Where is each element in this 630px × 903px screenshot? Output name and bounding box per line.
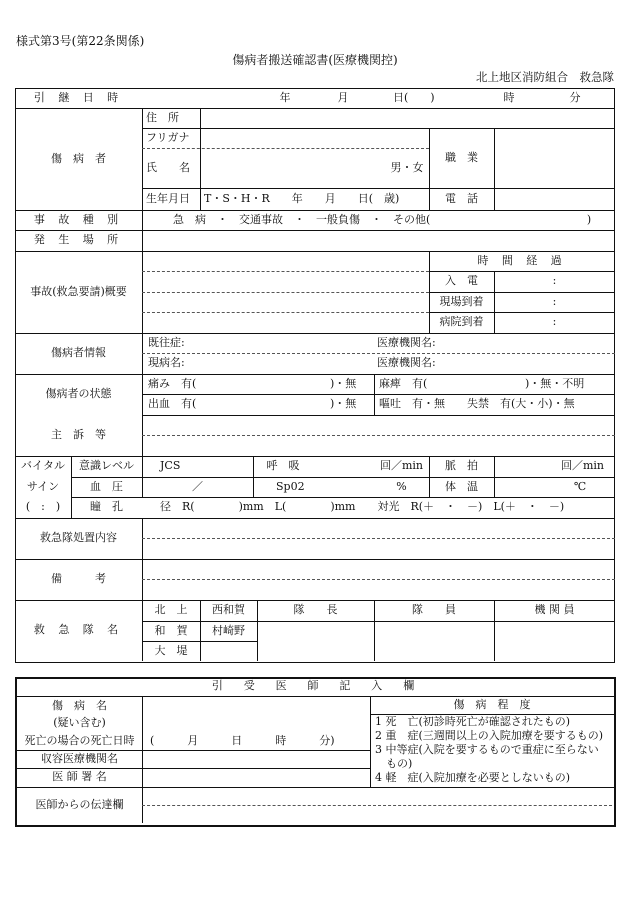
jcs-label[interactable]: JCS	[160, 459, 181, 473]
sex-selector[interactable]: 男・女	[390, 160, 424, 174]
phone-label: 電 話	[445, 191, 478, 205]
document-title: 傷病者搬送確認書(医療機関控)	[232, 53, 398, 67]
handover-label: 引 継 日 時	[33, 90, 124, 104]
address-label: 住 所	[146, 110, 179, 124]
place-label: 発 生 場 所	[33, 233, 124, 247]
engineer-label: 機 関 員	[534, 603, 575, 617]
current-institution-label: 医療機関名:	[377, 356, 436, 370]
pain-label[interactable]: 痛み 有(	[148, 376, 197, 390]
unit-waga[interactable]: 和 賀	[154, 623, 188, 637]
complaint-label: 主 訴 等	[51, 428, 106, 442]
elapsed-header: 時 間 経 過	[477, 253, 567, 267]
patient-info-label: 傷病者情報	[51, 346, 106, 360]
remarks-label: 備 考	[51, 572, 106, 586]
consciousness-label: 意識レベル	[79, 459, 134, 473]
vitals-label-1: バイタル	[21, 459, 65, 473]
severity-moderate[interactable]: 3 中等症(入院を要するもので重症に至らない	[375, 742, 599, 756]
death-time-value[interactable]: ( 月 日 時 分)	[150, 733, 335, 747]
paralysis-label[interactable]: 麻痺 有(	[379, 376, 428, 390]
unit-nishiwaga[interactable]: 西和賀	[212, 603, 245, 617]
history-label: 既往症:	[148, 335, 185, 349]
vomit-incontinence[interactable]: 嘔吐 有・無 失禁 有(大・小)・無	[379, 397, 575, 411]
pulse-unit: 回／min	[560, 459, 605, 473]
severity-mild[interactable]: 4 軽 症(入院加療を必要としないもの)	[375, 770, 571, 784]
dob-label: 生年月日	[146, 191, 190, 205]
issuer: 北上地区消防組合 救急隊	[476, 70, 614, 84]
message-label: 医師からの伝達欄	[35, 797, 124, 811]
severity-severe[interactable]: 2 重 症(三週間以上の入院加療を要するもの)	[375, 728, 604, 742]
occupation-label: 職 業	[445, 150, 478, 164]
handover-year: 年	[279, 90, 291, 104]
pupil-value[interactable]: 径 R( )mm L( )mm 対光 R(＋ ・ －) L(＋ ・ －)	[160, 500, 565, 514]
accident-type-label: 事 故 種 別	[33, 212, 124, 226]
call-label: 入 電	[445, 274, 478, 288]
unit-murasakino[interactable]: 村崎野	[212, 623, 245, 637]
name-label: 氏 名	[146, 160, 190, 174]
death-time-label: 死亡の場合の死亡日時	[24, 733, 135, 747]
hospital-label: 収容医療機関名	[41, 751, 118, 765]
temp-unit: ℃	[573, 479, 587, 493]
respiration-label: 呼 吸	[266, 459, 300, 473]
respiration-unit: 回／min	[379, 459, 424, 473]
handover-day: 日( )	[393, 90, 435, 104]
doctor-form-header: 引 受 医 師 記 入 欄	[211, 679, 420, 693]
unit-odutsumi[interactable]: 大 堤	[154, 643, 188, 657]
vitals-label-2: サイン	[26, 479, 60, 493]
severity-death[interactable]: 1 死 亡(初診時死亡が確認されたもの)	[375, 714, 571, 728]
signature-label: 医 師 署 名	[52, 770, 107, 784]
severity-moderate-cont: もの)	[375, 756, 413, 770]
hospital-arrival-label: 病院到着	[439, 315, 484, 329]
accident-type-close: )	[586, 212, 592, 226]
vitals-time[interactable]: ( : )	[25, 500, 61, 514]
furigana-label: フリガナ	[146, 130, 190, 144]
scene-arrival-time[interactable]: :	[552, 294, 557, 308]
diagnosis-label: 傷 病 名	[52, 698, 107, 712]
bp-label: 血 圧	[90, 479, 123, 493]
bleeding-label[interactable]: 出血 有(	[148, 397, 197, 411]
dob-value[interactable]: T・S・H・R 年 月 日( 歳)	[204, 191, 400, 205]
condition-label: 傷病者の状態	[45, 387, 112, 401]
captain-label: 隊 長	[293, 603, 338, 617]
spo2-unit: %	[396, 479, 407, 493]
diagnosis-sublabel: (疑い含む)	[53, 715, 106, 729]
handover-hour: 時	[503, 90, 515, 104]
member-label: 隊 員	[412, 603, 456, 617]
current-label: 現病名:	[148, 356, 185, 370]
crew-label: 救 急 隊 名	[33, 623, 124, 637]
history-institution-label: 医療機関名:	[377, 335, 436, 349]
spo2-label: Sp02	[276, 479, 305, 493]
bp-separator[interactable]: ／	[192, 479, 203, 493]
treatment-label: 救急隊処置内容	[40, 531, 117, 545]
paralysis-end[interactable]: )・無・不明	[525, 376, 585, 390]
temp-label: 体 温	[445, 479, 478, 493]
patient-label: 傷 病 者	[51, 151, 106, 165]
bleeding-end[interactable]: )・無	[330, 397, 357, 411]
overview-label: 事故(救急要請)概要	[30, 284, 127, 298]
handover-month: 月	[337, 90, 349, 104]
severity-header: 傷 病 程 度	[453, 698, 531, 712]
hospital-arrival-time[interactable]: :	[552, 315, 557, 329]
accident-type-options[interactable]: 急 病 ・ 交通事故 ・ 一般負傷 ・ その他(	[173, 212, 431, 226]
scene-arrival-label: 現場到着	[439, 294, 484, 308]
form-number: 様式第3号(第22条関係)	[16, 34, 145, 48]
pulse-label: 脈 拍	[445, 459, 478, 473]
unit-kitakami[interactable]: 北 上	[154, 603, 188, 617]
handover-minute: 分	[569, 90, 581, 104]
pupil-label: 瞳 孔	[90, 500, 123, 514]
pain-end[interactable]: )・無	[330, 376, 357, 390]
call-time[interactable]: :	[552, 274, 557, 288]
